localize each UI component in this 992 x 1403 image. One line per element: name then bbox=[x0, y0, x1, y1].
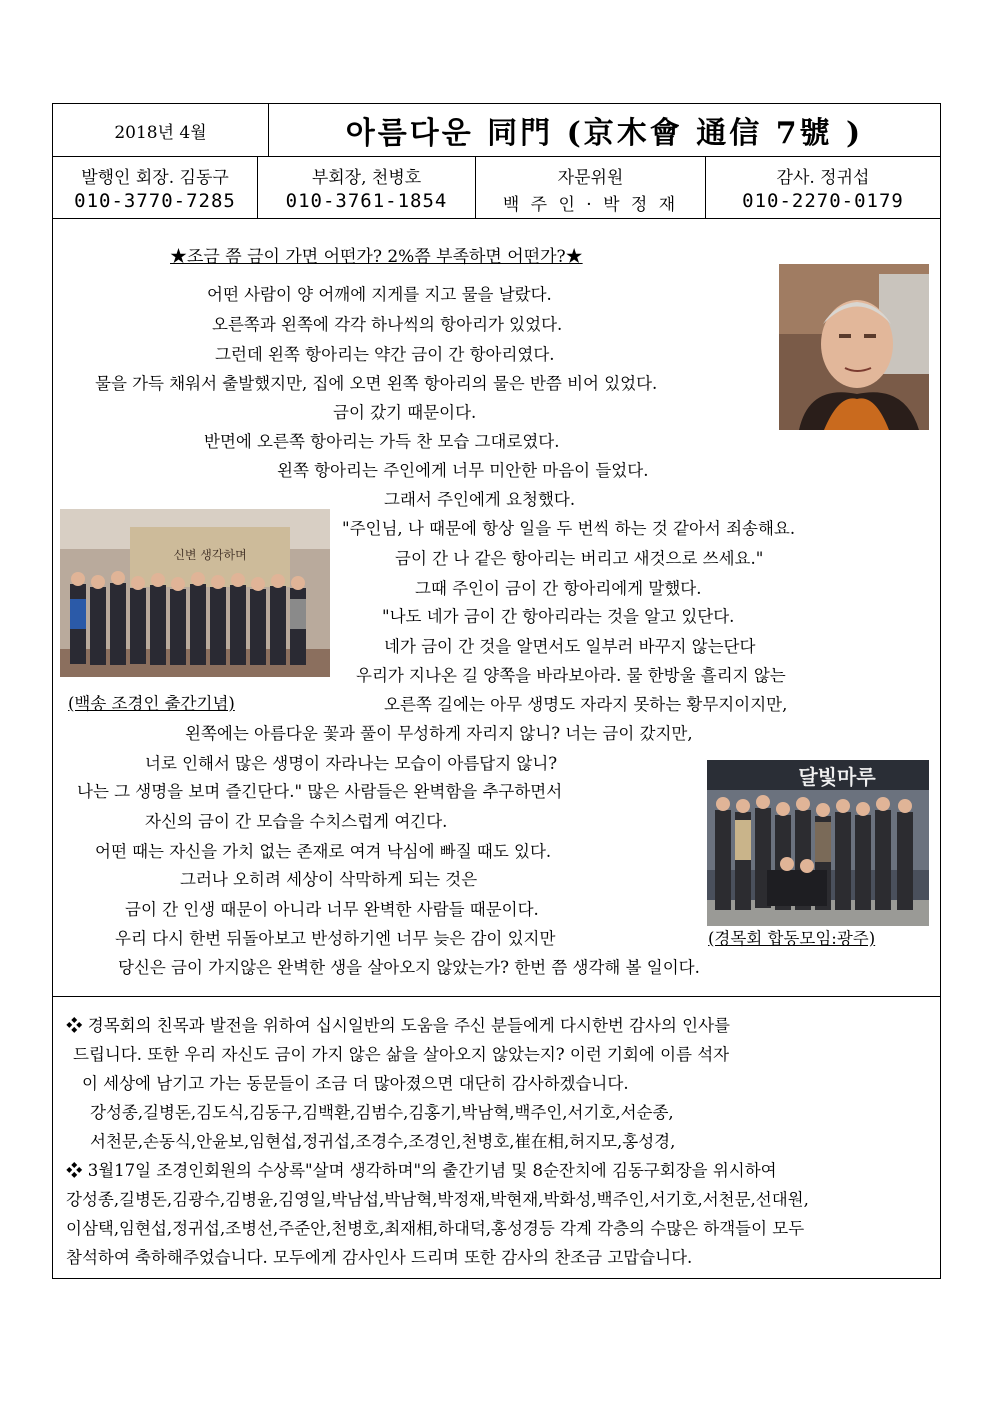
essay-line: 네가 금이 간 것을 알면서도 일부러 바꾸지 않는단다 bbox=[384, 637, 756, 656]
officer-phone: 010-3770-7285 bbox=[74, 190, 236, 212]
essay-line: 그때 주인이 금이 간 항아리에게 말했다. bbox=[415, 579, 702, 598]
essay-line: 어떤 사람이 양 어깨에 지게를 지고 물을 날랐다. bbox=[207, 285, 552, 304]
note-text: 경목회의 친목과 발전을 위하여 십시일반의 도움을 주신 분들에게 다시한번 감사의 인사를 bbox=[87, 1016, 730, 1035]
donor-names: 서천문,손동식,안윤보,임현섭,정귀섭,조경수,조경인,천병호,崔在相,허지모,홍성경, bbox=[90, 1132, 676, 1151]
essay-line: 너로 인해서 많은 생명이 자라나는 모습이 아름답지 않니? bbox=[145, 754, 558, 773]
essay-line: 그런데 왼쪽 항아리는 약간 금이 간 항아리였다. bbox=[215, 345, 555, 364]
donor-names: 강성종,길병돈,김도식,김동구,김백환,김범수,김홍기,박남혁,백주인,서기호,서순종, bbox=[90, 1103, 674, 1122]
note-line bbox=[66, 1157, 777, 1181]
officer-vice-president bbox=[258, 157, 476, 218]
essay-line: 자신의 금이 간 모습을 수치스럽게 여긴다. bbox=[145, 812, 448, 831]
essay-line: 어떤 때는 자신을 가치 없는 존재로 여겨 낙심에 빠질 때도 있다. bbox=[95, 842, 552, 861]
banner-text: 신변 생각하며 bbox=[173, 548, 247, 562]
essay-line: 우리가 지나온 길 양쪽을 바라보아라. 물 한방울 흘리지 않는 bbox=[356, 666, 786, 685]
issue-date: 2018년 4월 bbox=[53, 104, 269, 156]
essay-line: 당신은 금이 가지않은 완벽한 생을 살아오지 않았는가? 한번 쯤 생각해 볼 일이다. bbox=[118, 958, 700, 977]
officer-role: 감사. 정귀섭 bbox=[776, 168, 870, 188]
newsletter-title: 아름다운 同門 (京木會 通信 7號 ) bbox=[345, 116, 864, 151]
essay-line: 왼쪽 항아리는 주인에게 너무 미안한 마음이 들었다. bbox=[277, 461, 649, 480]
guest-names: 강성종,길병돈,김광수,김병윤,김영일,박남섭,박남혁,박정재,박현재,박화성,백주인,서기호,서천문,선대원, bbox=[66, 1190, 809, 1209]
essay-line: "주인님, 나 때문에 항상 일을 두 번씩 하는 것 같아서 죄송해요. bbox=[342, 519, 796, 538]
book-launch-photo bbox=[60, 509, 330, 677]
officers-row bbox=[53, 157, 940, 219]
portrait-illustration bbox=[779, 264, 929, 430]
officer-auditor bbox=[706, 157, 940, 218]
header-top bbox=[53, 104, 940, 157]
book-launch-illustration bbox=[60, 509, 330, 677]
bullet-icon: ❖ bbox=[66, 1161, 83, 1180]
note-line: 이 세상에 남기고 가는 동문들이 조금 더 많아졌으면 대단히 감사하겠습니다. bbox=[82, 1074, 629, 1093]
joint-meeting-photo bbox=[707, 760, 929, 926]
officer-phone: 010-3761-1854 bbox=[285, 190, 448, 212]
store-sign-text: 달빛마루 bbox=[798, 765, 876, 789]
note-text: 3월17일 조경인회원의 수상록"살며 생각하며"의 출간기념 및 8순잔치에 김동구회장을 위시하여 bbox=[87, 1161, 777, 1180]
guest-names: 이삼택,임현섭,정귀섭,조병선,주준안,천병호,최재相,하대덕,홍성경등 각계 각층의 수많은 하객들이 모두 bbox=[66, 1219, 805, 1238]
advisor-names: 백 주 인 · 박 정 재 bbox=[502, 195, 679, 215]
officer-role: 발행인 회장. 김동구 bbox=[81, 168, 229, 188]
essay-line: 금이 간 인생 때문이 아니라 너무 완벽한 사람들 때문이다. bbox=[125, 900, 539, 919]
note-line: 참석하여 축하해주었습니다. 모두에게 감사인사 드리며 또한 감사의 찬조금 고맙습니다. bbox=[66, 1248, 693, 1267]
essay-line: "나도 네가 금이 간 항아리라는 것을 알고 있단다. bbox=[382, 607, 735, 626]
essay-line: 반면에 오른쪽 항아리는 가득 찬 모습 그대로였다. bbox=[204, 432, 560, 451]
essay-title: ★조금 쯤 금이 가면 어떤가? 2%쯤 부족하면 어떤가?★ bbox=[170, 247, 583, 267]
joint-meeting-illustration bbox=[707, 760, 929, 926]
essay-line: 물을 가득 채워서 출발했지만, 집에 오면 왼쪽 항아리의 물은 반쯤 비어 있었다. bbox=[95, 374, 658, 393]
essay-line: 오른쪽 길에는 아무 생명도 자라지 못하는 황무지이지만, bbox=[384, 695, 788, 714]
section-divider bbox=[52, 996, 941, 997]
officer-advisors bbox=[476, 157, 706, 218]
essay-line: 나는 그 생명을 보며 즐긴단다." 많은 사람들은 완벽함을 추구하면서 bbox=[77, 782, 563, 801]
book-launch-caption: (백송 조경인 출간기념) bbox=[68, 694, 235, 713]
essay-line: 왼쪽에는 아름다운 꽃과 풀이 무성하게 자리지 않니? 너는 금이 갔지만, bbox=[185, 724, 693, 743]
essay-line: 우리 다시 한번 뒤돌아보고 반성하기엔 너무 늦은 감이 있지만 bbox=[115, 929, 556, 948]
portrait-photo bbox=[779, 264, 929, 430]
note-line: 드립니다. 또한 우리 자신도 금이 가지 않은 삶을 살아오지 않았는지? 이런 기회에 이름 석자 bbox=[73, 1045, 730, 1064]
essay-line: 오른쪽과 왼쪽에 각각 하나씩의 항아리가 있었다. bbox=[212, 315, 563, 334]
joint-meeting-caption: (경목회 합동모임:광주) bbox=[708, 929, 876, 948]
essay-line: 금이 간 나 같은 항아리는 버리고 새것으로 쓰세요." bbox=[395, 549, 764, 568]
essay-line: 그래서 주인에게 요청했다. bbox=[384, 490, 576, 509]
essay-line: 금이 갔기 때문이다. bbox=[333, 403, 477, 422]
note-line bbox=[66, 1012, 730, 1036]
bullet-icon: ❖ bbox=[66, 1016, 83, 1035]
officer-role: 부회장, 천병호 bbox=[311, 168, 422, 188]
essay-line: 그러나 오히려 세상이 삭막하게 되는 것은 bbox=[180, 870, 478, 889]
officer-role: 자문위원 bbox=[557, 168, 624, 188]
officer-phone: 010-2270-0179 bbox=[742, 190, 904, 212]
officer-president bbox=[53, 157, 258, 218]
